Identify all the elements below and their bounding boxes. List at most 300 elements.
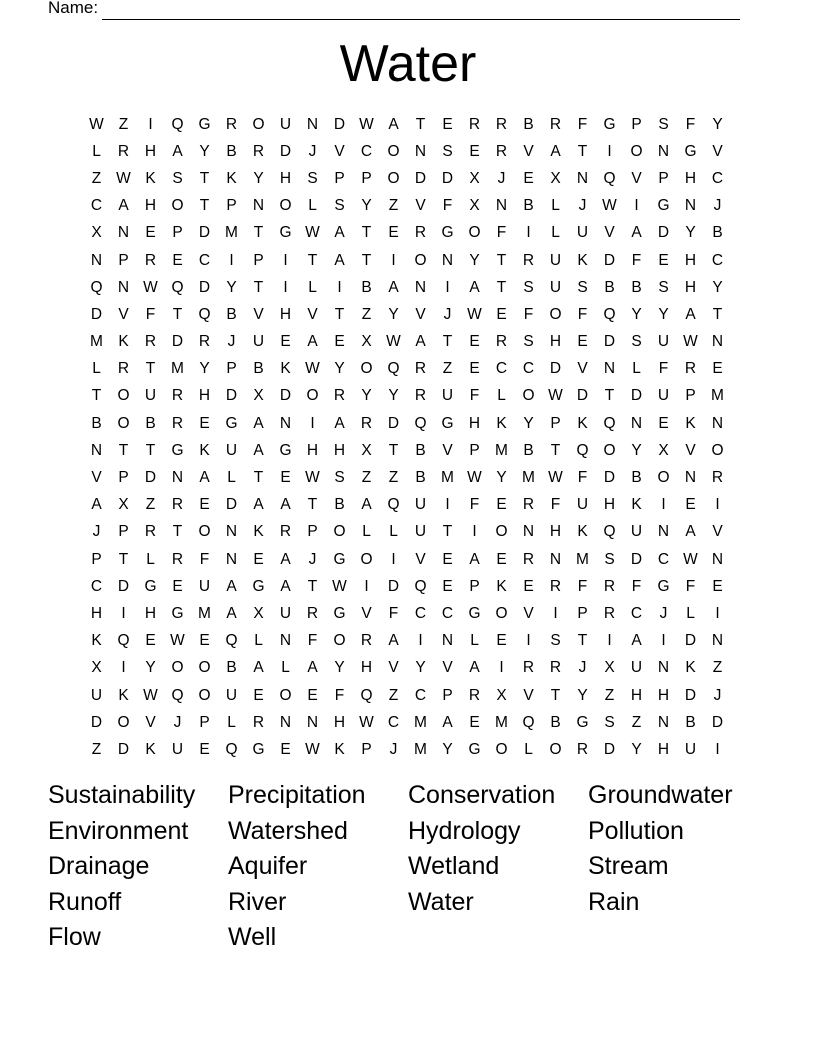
- grid-letter[interactable]: O: [198, 523, 211, 541]
- grid-letter[interactable]: B: [91, 414, 102, 432]
- grid-letter[interactable]: A: [199, 469, 210, 487]
- grid-letter[interactable]: R: [171, 387, 184, 405]
- grid-letter[interactable]: L: [254, 632, 263, 650]
- grid-letter[interactable]: O: [117, 387, 130, 405]
- grid-letter[interactable]: I: [472, 523, 477, 541]
- grid-letter[interactable]: V: [91, 469, 102, 487]
- grid-letter[interactable]: M: [711, 387, 724, 405]
- grid-letter[interactable]: N: [603, 360, 616, 378]
- grid-letter[interactable]: N: [630, 414, 643, 432]
- grid-letter[interactable]: K: [577, 523, 588, 541]
- grid-letter[interactable]: U: [279, 115, 292, 133]
- grid-letter[interactable]: R: [360, 414, 373, 432]
- grid-letter[interactable]: E: [469, 142, 480, 160]
- grid-letter[interactable]: U: [630, 659, 643, 677]
- grid-letter[interactable]: P: [361, 169, 372, 187]
- grid-letter[interactable]: Z: [388, 197, 399, 215]
- grid-letter[interactable]: X: [118, 496, 129, 514]
- grid-letter[interactable]: K: [334, 740, 345, 758]
- grid-letter[interactable]: D: [684, 632, 697, 650]
- grid-letter[interactable]: T: [577, 632, 588, 650]
- grid-letter[interactable]: N: [657, 523, 670, 541]
- grid-letter[interactable]: C: [441, 604, 454, 622]
- grid-letter[interactable]: K: [280, 360, 291, 378]
- grid-letter[interactable]: O: [117, 713, 130, 731]
- grid-letter[interactable]: H: [306, 441, 319, 459]
- grid-letter[interactable]: E: [496, 305, 507, 323]
- grid-letter[interactable]: H: [144, 197, 157, 215]
- grid-letter[interactable]: Y: [442, 740, 453, 758]
- grid-letter[interactable]: V: [334, 142, 345, 160]
- grid-letter[interactable]: R: [117, 142, 130, 160]
- grid-letter[interactable]: Y: [388, 387, 399, 405]
- grid-letter[interactable]: W: [116, 169, 131, 187]
- grid-letter[interactable]: T: [307, 577, 318, 595]
- grid-letter[interactable]: S: [658, 278, 669, 296]
- grid-letter[interactable]: O: [333, 523, 346, 541]
- grid-letter[interactable]: B: [334, 496, 345, 514]
- grid-letter[interactable]: A: [226, 604, 237, 622]
- grid-letter[interactable]: J: [173, 713, 182, 731]
- grid-letter[interactable]: V: [442, 659, 453, 677]
- grid-letter[interactable]: D: [603, 469, 616, 487]
- grid-letter[interactable]: I: [229, 251, 234, 269]
- grid-letter[interactable]: V: [415, 305, 426, 323]
- grid-letter[interactable]: B: [523, 115, 534, 133]
- grid-letter[interactable]: F: [145, 305, 156, 323]
- grid-letter[interactable]: J: [308, 142, 317, 160]
- grid-letter[interactable]: T: [118, 550, 129, 568]
- grid-letter[interactable]: V: [118, 305, 129, 323]
- grid-letter[interactable]: W: [89, 115, 104, 133]
- grid-letter[interactable]: O: [198, 659, 211, 677]
- grid-letter[interactable]: N: [576, 169, 589, 187]
- grid-letter[interactable]: C: [711, 251, 724, 269]
- grid-letter[interactable]: G: [279, 224, 292, 242]
- grid-letter[interactable]: H: [684, 251, 697, 269]
- grid-letter[interactable]: L: [686, 604, 695, 622]
- grid-letter[interactable]: A: [415, 333, 426, 351]
- grid-letter[interactable]: R: [144, 523, 157, 541]
- grid-letter[interactable]: G: [657, 577, 670, 595]
- grid-letter[interactable]: T: [442, 523, 453, 541]
- grid-letter[interactable]: T: [334, 305, 345, 323]
- grid-letter[interactable]: F: [523, 305, 534, 323]
- grid-letter[interactable]: H: [90, 604, 103, 622]
- grid-letter[interactable]: A: [172, 142, 183, 160]
- grid-letter[interactable]: Y: [631, 740, 642, 758]
- grid-letter[interactable]: J: [308, 550, 317, 568]
- grid-letter[interactable]: E: [523, 169, 534, 187]
- grid-letter[interactable]: Z: [91, 169, 102, 187]
- grid-letter[interactable]: G: [225, 414, 238, 432]
- grid-letter[interactable]: E: [442, 115, 453, 133]
- grid-letter[interactable]: O: [198, 686, 211, 704]
- grid-letter[interactable]: K: [226, 169, 237, 187]
- grid-letter[interactable]: K: [631, 496, 642, 514]
- grid-letter[interactable]: A: [334, 224, 345, 242]
- grid-letter[interactable]: T: [253, 469, 264, 487]
- grid-letter[interactable]: O: [360, 550, 373, 568]
- grid-letter[interactable]: L: [92, 142, 101, 160]
- grid-letter[interactable]: P: [91, 550, 102, 568]
- grid-letter[interactable]: H: [630, 686, 643, 704]
- grid-letter[interactable]: V: [523, 142, 534, 160]
- grid-letter[interactable]: I: [391, 251, 396, 269]
- grid-letter[interactable]: X: [253, 604, 264, 622]
- grid-letter[interactable]: A: [307, 333, 318, 351]
- grid-letter[interactable]: N: [225, 523, 238, 541]
- grid-letter[interactable]: T: [577, 142, 588, 160]
- grid-letter[interactable]: N: [684, 469, 697, 487]
- name-blank-line[interactable]: [102, 1, 740, 20]
- grid-letter[interactable]: M: [495, 441, 508, 459]
- grid-letter[interactable]: C: [657, 550, 670, 568]
- grid-letter[interactable]: F: [658, 360, 669, 378]
- grid-letter[interactable]: X: [91, 659, 102, 677]
- grid-letter[interactable]: B: [712, 224, 723, 242]
- grid-letter[interactable]: R: [171, 550, 184, 568]
- grid-letter[interactable]: M: [198, 604, 211, 622]
- grid-letter[interactable]: Z: [631, 713, 642, 731]
- grid-letter[interactable]: Y: [712, 115, 723, 133]
- grid-letter[interactable]: K: [118, 686, 129, 704]
- grid-letter[interactable]: F: [631, 577, 642, 595]
- grid-letter[interactable]: B: [226, 305, 237, 323]
- grid-letter[interactable]: E: [334, 333, 345, 351]
- grid-letter[interactable]: T: [253, 278, 264, 296]
- grid-letter[interactable]: D: [441, 169, 454, 187]
- grid-letter[interactable]: E: [199, 496, 210, 514]
- grid-letter[interactable]: B: [604, 278, 615, 296]
- grid-letter[interactable]: Z: [442, 360, 453, 378]
- grid-letter[interactable]: G: [441, 224, 454, 242]
- grid-letter[interactable]: W: [683, 550, 698, 568]
- grid-letter[interactable]: H: [198, 387, 211, 405]
- grid-letter[interactable]: P: [226, 360, 237, 378]
- grid-letter[interactable]: L: [389, 523, 398, 541]
- grid-letter[interactable]: Q: [117, 632, 130, 650]
- grid-letter[interactable]: O: [333, 632, 346, 650]
- grid-letter[interactable]: F: [442, 197, 453, 215]
- grid-letter[interactable]: M: [414, 740, 427, 758]
- grid-letter[interactable]: S: [334, 469, 345, 487]
- grid-letter[interactable]: W: [386, 333, 401, 351]
- grid-letter[interactable]: A: [118, 197, 129, 215]
- grid-letter[interactable]: E: [280, 740, 291, 758]
- grid-letter[interactable]: V: [388, 659, 399, 677]
- grid-letter[interactable]: W: [467, 469, 482, 487]
- grid-letter[interactable]: Z: [91, 740, 102, 758]
- grid-letter[interactable]: E: [307, 686, 318, 704]
- grid-letter[interactable]: A: [253, 496, 264, 514]
- grid-letter[interactable]: N: [252, 197, 265, 215]
- grid-letter[interactable]: L: [632, 360, 641, 378]
- grid-letter[interactable]: X: [361, 441, 372, 459]
- grid-letter[interactable]: W: [467, 305, 482, 323]
- grid-letter[interactable]: Z: [388, 469, 399, 487]
- grid-letter[interactable]: U: [198, 577, 211, 595]
- grid-letter[interactable]: A: [253, 414, 264, 432]
- grid-letter[interactable]: I: [418, 632, 423, 650]
- grid-letter[interactable]: V: [604, 224, 615, 242]
- grid-letter[interactable]: U: [576, 224, 589, 242]
- grid-letter[interactable]: I: [661, 496, 666, 514]
- grid-letter[interactable]: O: [279, 686, 292, 704]
- grid-letter[interactable]: X: [658, 441, 669, 459]
- grid-letter[interactable]: R: [549, 577, 562, 595]
- grid-letter[interactable]: L: [470, 632, 479, 650]
- grid-letter[interactable]: A: [685, 305, 696, 323]
- grid-letter[interactable]: Y: [523, 414, 534, 432]
- grid-letter[interactable]: W: [359, 713, 374, 731]
- grid-letter[interactable]: B: [523, 441, 534, 459]
- grid-letter[interactable]: N: [711, 550, 724, 568]
- grid-letter[interactable]: Q: [171, 686, 184, 704]
- grid-letter[interactable]: D: [549, 360, 562, 378]
- grid-letter[interactable]: I: [445, 496, 450, 514]
- grid-letter[interactable]: V: [523, 604, 534, 622]
- grid-letter[interactable]: R: [576, 740, 589, 758]
- grid-letter[interactable]: A: [280, 496, 291, 514]
- grid-letter[interactable]: E: [712, 577, 723, 595]
- grid-letter[interactable]: E: [496, 632, 507, 650]
- grid-letter[interactable]: B: [523, 197, 534, 215]
- grid-letter[interactable]: A: [253, 441, 264, 459]
- grid-letter[interactable]: V: [577, 360, 588, 378]
- grid-letter[interactable]: V: [712, 523, 723, 541]
- grid-letter[interactable]: H: [144, 604, 157, 622]
- grid-letter[interactable]: C: [360, 142, 373, 160]
- grid-letter[interactable]: L: [92, 360, 101, 378]
- grid-letter[interactable]: Z: [145, 496, 156, 514]
- grid-letter[interactable]: K: [91, 632, 102, 650]
- grid-letter[interactable]: F: [334, 686, 345, 704]
- grid-letter[interactable]: Y: [253, 169, 264, 187]
- grid-letter[interactable]: H: [144, 142, 157, 160]
- grid-letter[interactable]: I: [526, 632, 531, 650]
- grid-letter[interactable]: H: [279, 169, 292, 187]
- grid-letter[interactable]: G: [198, 115, 211, 133]
- grid-letter[interactable]: K: [118, 333, 129, 351]
- grid-letter[interactable]: X: [604, 659, 615, 677]
- grid-letter[interactable]: F: [388, 604, 399, 622]
- grid-letter[interactable]: R: [306, 604, 319, 622]
- grid-letter[interactable]: R: [468, 686, 481, 704]
- grid-letter[interactable]: I: [121, 604, 126, 622]
- grid-letter[interactable]: H: [603, 496, 616, 514]
- grid-letter[interactable]: G: [279, 441, 292, 459]
- grid-letter[interactable]: J: [713, 197, 722, 215]
- grid-letter[interactable]: S: [523, 278, 534, 296]
- grid-letter[interactable]: Z: [712, 659, 723, 677]
- grid-letter[interactable]: A: [469, 550, 480, 568]
- grid-letter[interactable]: D: [630, 550, 643, 568]
- grid-letter[interactable]: N: [711, 333, 724, 351]
- grid-letter[interactable]: P: [442, 686, 453, 704]
- grid-letter[interactable]: Q: [171, 278, 184, 296]
- grid-letter[interactable]: K: [685, 659, 696, 677]
- grid-letter[interactable]: H: [684, 169, 697, 187]
- grid-letter[interactable]: R: [495, 115, 508, 133]
- grid-letter[interactable]: N: [90, 251, 103, 269]
- grid-letter[interactable]: Y: [496, 469, 507, 487]
- grid-letter[interactable]: F: [496, 224, 507, 242]
- grid-letter[interactable]: N: [711, 414, 724, 432]
- grid-letter[interactable]: X: [361, 333, 372, 351]
- grid-letter[interactable]: O: [171, 659, 184, 677]
- grid-letter[interactable]: A: [685, 523, 696, 541]
- grid-letter[interactable]: A: [334, 414, 345, 432]
- grid-letter[interactable]: W: [548, 469, 563, 487]
- grid-letter[interactable]: E: [658, 251, 669, 269]
- grid-letter[interactable]: H: [333, 441, 346, 459]
- grid-letter[interactable]: A: [388, 115, 399, 133]
- grid-letter[interactable]: T: [712, 305, 723, 323]
- grid-letter[interactable]: U: [90, 686, 103, 704]
- grid-letter[interactable]: Y: [361, 197, 372, 215]
- grid-letter[interactable]: A: [280, 550, 291, 568]
- grid-letter[interactable]: I: [391, 550, 396, 568]
- grid-letter[interactable]: F: [577, 577, 588, 595]
- grid-letter[interactable]: G: [657, 197, 670, 215]
- grid-letter[interactable]: E: [199, 414, 210, 432]
- grid-letter[interactable]: O: [387, 142, 400, 160]
- grid-letter[interactable]: F: [469, 387, 480, 405]
- grid-letter[interactable]: V: [361, 604, 372, 622]
- grid-letter[interactable]: V: [712, 142, 723, 160]
- grid-letter[interactable]: I: [607, 142, 612, 160]
- grid-letter[interactable]: D: [144, 469, 157, 487]
- grid-letter[interactable]: N: [495, 197, 508, 215]
- grid-letter[interactable]: A: [334, 251, 345, 269]
- grid-letter[interactable]: R: [333, 387, 346, 405]
- grid-letter[interactable]: R: [414, 360, 427, 378]
- grid-letter[interactable]: E: [280, 333, 291, 351]
- grid-letter[interactable]: A: [469, 659, 480, 677]
- grid-letter[interactable]: S: [442, 142, 453, 160]
- grid-letter[interactable]: C: [414, 686, 427, 704]
- grid-letter[interactable]: F: [307, 632, 318, 650]
- grid-letter[interactable]: T: [118, 441, 129, 459]
- grid-letter[interactable]: G: [576, 713, 589, 731]
- grid-letter[interactable]: H: [360, 659, 373, 677]
- grid-letter[interactable]: K: [577, 251, 588, 269]
- grid-letter[interactable]: G: [441, 414, 454, 432]
- grid-letter[interactable]: N: [171, 469, 184, 487]
- grid-letter[interactable]: U: [657, 387, 670, 405]
- grid-letter[interactable]: O: [603, 441, 616, 459]
- grid-letter[interactable]: Y: [469, 251, 480, 269]
- grid-letter[interactable]: V: [253, 305, 264, 323]
- grid-letter[interactable]: H: [549, 333, 562, 351]
- grid-letter[interactable]: O: [414, 251, 427, 269]
- grid-letter[interactable]: A: [226, 577, 237, 595]
- grid-letter[interactable]: X: [496, 686, 507, 704]
- grid-letter[interactable]: W: [143, 686, 158, 704]
- grid-letter[interactable]: G: [468, 740, 481, 758]
- grid-letter[interactable]: E: [253, 686, 264, 704]
- grid-letter[interactable]: R: [144, 251, 157, 269]
- grid-letter[interactable]: L: [524, 740, 533, 758]
- grid-letter[interactable]: R: [522, 251, 535, 269]
- grid-letter[interactable]: Z: [361, 469, 372, 487]
- grid-letter[interactable]: M: [225, 224, 238, 242]
- grid-letter[interactable]: T: [361, 251, 372, 269]
- grid-letter[interactable]: I: [337, 278, 342, 296]
- grid-letter[interactable]: Z: [361, 305, 372, 323]
- grid-letter[interactable]: C: [630, 604, 643, 622]
- grid-letter[interactable]: Q: [603, 169, 616, 187]
- grid-letter[interactable]: P: [577, 604, 588, 622]
- grid-letter[interactable]: E: [496, 496, 507, 514]
- grid-letter[interactable]: R: [522, 550, 535, 568]
- grid-letter[interactable]: O: [306, 387, 319, 405]
- grid-letter[interactable]: T: [550, 686, 561, 704]
- grid-letter[interactable]: W: [170, 632, 185, 650]
- grid-letter[interactable]: Q: [387, 360, 400, 378]
- grid-letter[interactable]: B: [550, 713, 561, 731]
- grid-letter[interactable]: D: [630, 387, 643, 405]
- grid-letter[interactable]: J: [578, 659, 587, 677]
- grid-letter[interactable]: C: [90, 577, 103, 595]
- grid-letter[interactable]: S: [523, 333, 534, 351]
- grid-letter[interactable]: E: [577, 333, 588, 351]
- grid-letter[interactable]: Y: [199, 142, 210, 160]
- grid-letter[interactable]: B: [631, 278, 642, 296]
- grid-letter[interactable]: P: [631, 115, 642, 133]
- grid-letter[interactable]: A: [631, 632, 642, 650]
- grid-letter[interactable]: G: [468, 604, 481, 622]
- grid-letter[interactable]: D: [603, 333, 616, 351]
- grid-letter[interactable]: I: [526, 224, 531, 242]
- grid-letter[interactable]: R: [360, 632, 373, 650]
- grid-letter[interactable]: O: [495, 604, 508, 622]
- grid-letter[interactable]: W: [143, 278, 158, 296]
- grid-letter[interactable]: V: [523, 686, 534, 704]
- grid-letter[interactable]: Y: [334, 659, 345, 677]
- grid-letter[interactable]: Q: [387, 496, 400, 514]
- grid-letter[interactable]: H: [549, 523, 562, 541]
- grid-letter[interactable]: F: [550, 496, 561, 514]
- grid-letter[interactable]: P: [550, 414, 561, 432]
- grid-letter[interactable]: P: [685, 387, 696, 405]
- grid-letter[interactable]: J: [389, 740, 398, 758]
- grid-letter[interactable]: C: [198, 251, 211, 269]
- grid-letter[interactable]: W: [305, 224, 320, 242]
- grid-letter[interactable]: B: [253, 360, 264, 378]
- grid-letter[interactable]: H: [279, 305, 292, 323]
- grid-letter[interactable]: R: [495, 142, 508, 160]
- grid-letter[interactable]: U: [657, 333, 670, 351]
- grid-letter[interactable]: Y: [685, 224, 696, 242]
- grid-letter[interactable]: D: [225, 496, 238, 514]
- name-field[interactable]: [48, 0, 740, 20]
- grid-letter[interactable]: X: [253, 387, 264, 405]
- grid-letter[interactable]: J: [227, 333, 236, 351]
- grid-letter[interactable]: I: [310, 414, 315, 432]
- grid-letter[interactable]: R: [549, 659, 562, 677]
- grid-letter[interactable]: F: [577, 115, 588, 133]
- grid-letter[interactable]: N: [414, 142, 427, 160]
- grid-letter[interactable]: F: [577, 305, 588, 323]
- grid-letter[interactable]: U: [252, 333, 265, 351]
- grid-letter[interactable]: L: [281, 659, 290, 677]
- grid-letter[interactable]: I: [661, 632, 666, 650]
- grid-letter[interactable]: Q: [90, 278, 103, 296]
- grid-letter[interactable]: B: [145, 414, 156, 432]
- grid-letter[interactable]: R: [198, 333, 211, 351]
